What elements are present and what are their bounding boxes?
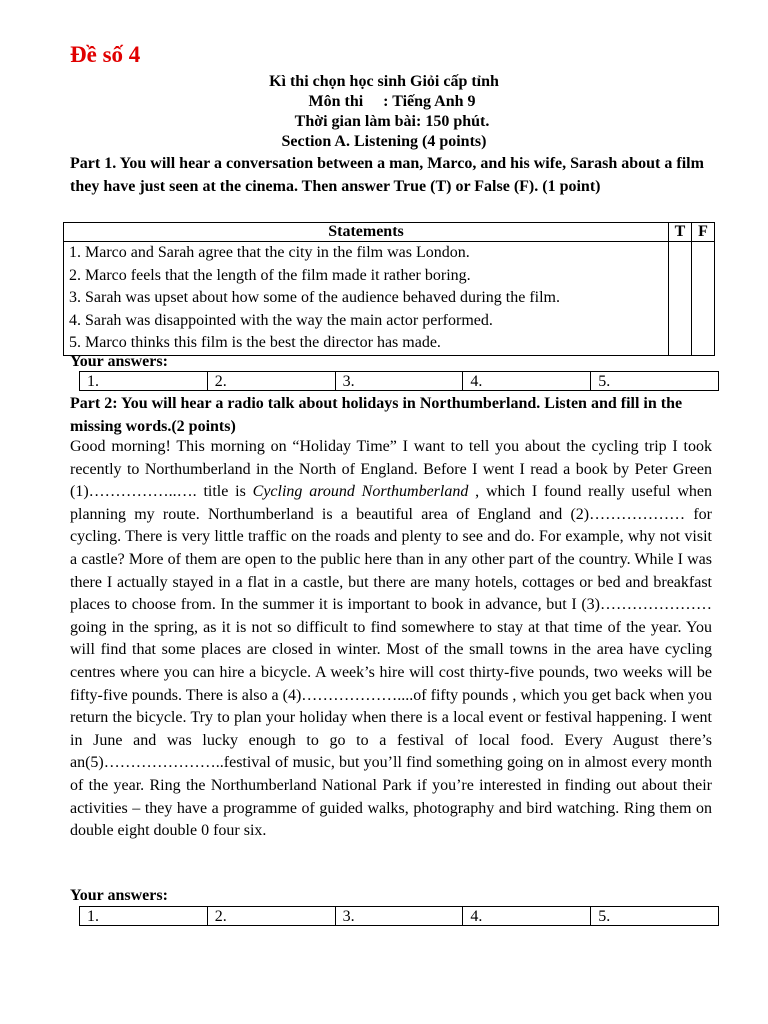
part1-title: Part 1. You will hear a conversation between a man, Marco, and his wife, Sarash about a film they have just seen at the cinema. Then answer True (T) or False (F). (1 point) (70, 155, 704, 195)
part2-answer-cell-5[interactable]: 5. (591, 907, 719, 926)
statements-body-row (64, 242, 715, 356)
part2-title: Part 2: You will hear a radio talk about holidays in Northumberland. Listen and fill in the missing words.(2 points) (70, 395, 683, 435)
part2-your-answers-label: Your answers: (70, 887, 168, 904)
statements-header: Statements (64, 223, 669, 242)
part1-answer-row (80, 372, 719, 391)
true-answer-column[interactable] (669, 242, 692, 356)
part1-answer-cell-2[interactable]: 2. (207, 372, 335, 391)
part2-answer-cell-4[interactable]: 4. (463, 907, 591, 926)
false-header: F (692, 223, 715, 242)
subject-text: Môn thi : Tiếng Anh 9 (308, 93, 476, 110)
part2-passage (70, 436, 712, 843)
statements-list (64, 242, 669, 356)
duration-line: Thời gian làm bài: 150 phút. (294, 113, 490, 130)
part2-answer-cell-1[interactable]: 1. (80, 907, 208, 926)
part1-answer-cell-5[interactable]: 5. (591, 372, 719, 391)
passage-text-b: , which I found really useful when planning my route. Northumberland is a beautiful area of England and (2)……………… for cycling. There is very little traffic on the roads and plenty to see and do. For example, why not visit a castle? More of them are open to the public here than in any other part of the country. While I was there I actually stayed in a flat in a castle, but there are many hotels, cottages or bed and breakfast places to choose from. In the summer it is important to book in advance, but I (3)…………………going in the spring, as it is not so difficult to find somewhere to stay at that time of the year. You will find that some places are closed in winter. Most of the small towns in the area have cycling centres where you can hire a bicycle. A week’s hire will cost thirty-five pounds, two weeks will be fifty-five pounds. There is also a (4)………………....of fifty pounds , which you get back when you return the bicycle. Try to plan your holiday when there is a local event or festival happening. I went in June and was lucky enough to go to a festival of local food. Every August there’s an(5)…………………..festival of music, but you’ll find something going on in almost every month of the year. Ring the Northumberland National Park if you’re interested in finding out about their activities – they have a programme of guided walks, photography and bird watching. Ring them on double eight double 0 four six. (70, 483, 712, 840)
book-title: Cycling around Northumberland (252, 483, 469, 501)
section-title: Section A. Listening (4 points) (281, 133, 487, 150)
part1-your-answers-label: Your answers: (70, 353, 168, 370)
exam-title: Kì thi chọn học sinh Giỏi cấp tỉnh (269, 73, 499, 90)
passage-paragraph (70, 436, 712, 843)
subject-line (0, 92, 768, 112)
passage-text-a: Good morning! This morning on “Holiday Time” I want to tell you about the cycling trip I took recently to Northumberland in the North of England. Before I went I read a book by Peter Green (1)……………..…. title is (70, 438, 712, 501)
part2-answer-table (79, 906, 719, 926)
statement-5: 5. Marco thinks this film is the best the director has made. (69, 334, 441, 352)
part1-answer-table (79, 371, 719, 391)
true-header: T (669, 223, 692, 242)
part1-answer-cell-4[interactable]: 4. (463, 372, 591, 391)
false-answer-column[interactable] (692, 242, 715, 356)
part1-answer-cell-1[interactable]: 1. (80, 372, 208, 391)
statement-1: 1. Marco and Sarah agree that the city in the film was London. (69, 244, 470, 261)
statement-3: 3. Sarah was upset about how some of the audience behaved during the film. (69, 289, 560, 307)
part2-answer-cell-3[interactable]: 3. (335, 907, 463, 926)
statement-4: 4. Sarah was disappointed with the way the main actor performed. (69, 311, 493, 329)
part2-answer-row (80, 907, 719, 926)
statements-header-row (64, 223, 715, 242)
statements-table (63, 222, 715, 356)
part2-answer-cell-2[interactable]: 2. (207, 907, 335, 926)
part1-answer-cell-3[interactable]: 3. (335, 372, 463, 391)
statement-2: 2. Marco feels that the length of the film made it rather boring. (69, 266, 471, 284)
exam-number: Đề số 4 (70, 42, 141, 67)
